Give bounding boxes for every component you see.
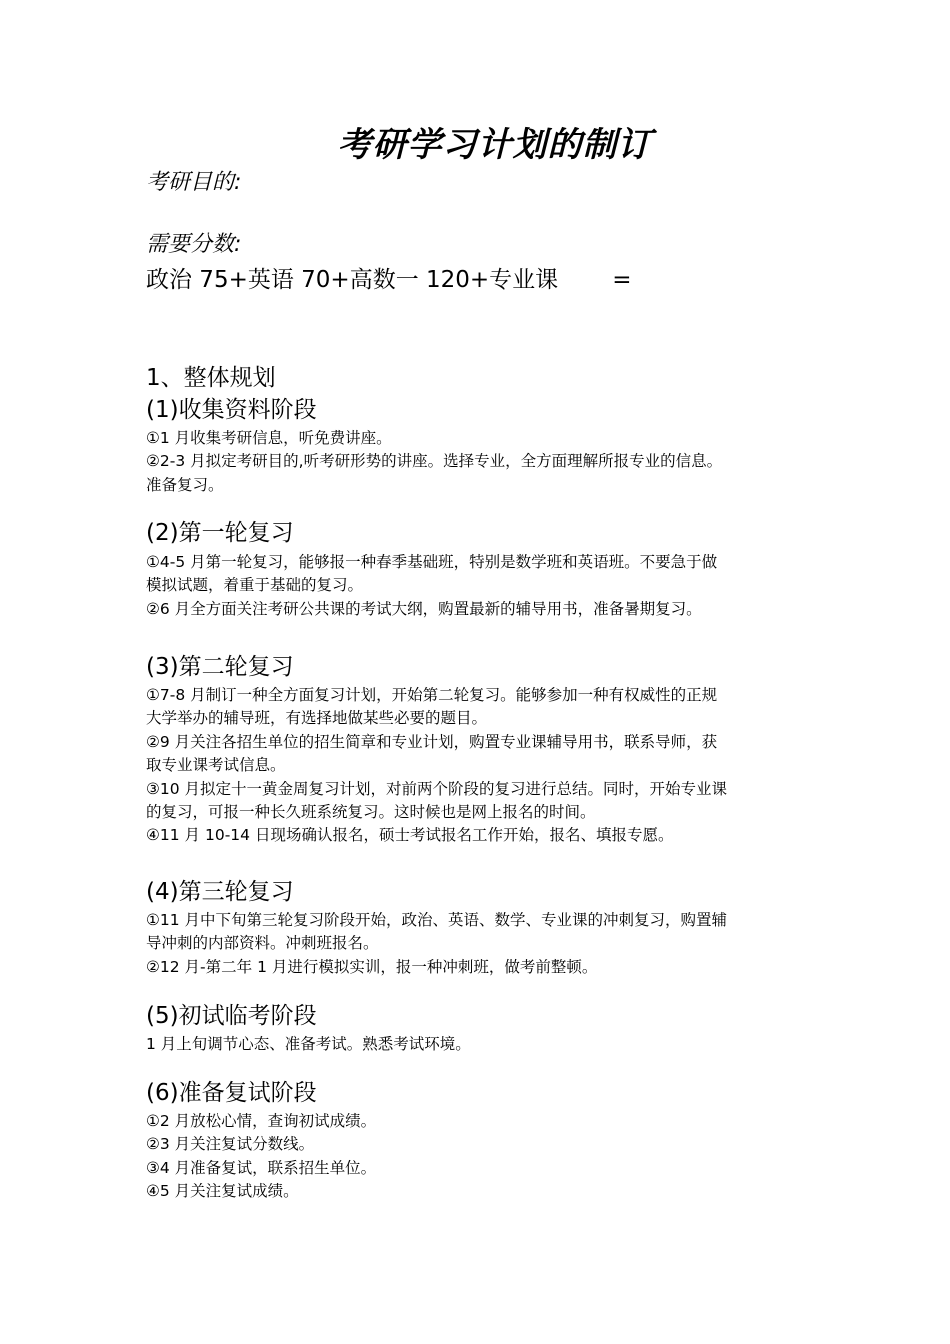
- section-body: [146, 909, 811, 979]
- section-line: ①1 月收集考研信息，听免费讲座。: [146, 429, 392, 447]
- section-line: ②2-3 月拟定考研目的,听考研形势的讲座。选择专业，全方面理解所报专业的信息。: [146, 452, 723, 471]
- section-line: 准备复习。: [146, 475, 224, 494]
- section-line: ④5 月关注复试成绩。: [146, 1182, 299, 1201]
- section-heading: (2)第一轮复习: [146, 520, 294, 546]
- section-heading: (5)初试临考阶段: [146, 1003, 317, 1029]
- section-line: ③10 月拟定十一黄金周复习计划，对前两个阶段的复习进行总结。同时，开始专业课: [146, 779, 728, 798]
- section-line: ④11 月 10-14 日现场确认报名，硕士考试报名工作开始，报名、填报专愿。: [146, 826, 674, 845]
- section-line: 模拟试题，着重于基础的复习。: [146, 576, 364, 595]
- section-heading: (1)收集资料阶段: [146, 397, 317, 423]
- score-breakdown: 政治 75+英语 70+高数一 120+专业课: [146, 267, 559, 293]
- section-body: [146, 684, 811, 848]
- purpose-label: 考研目的:: [146, 170, 242, 195]
- section-line: ②9 月关注各招生单位的招生简章和专业计划，购置专业课辅导用书，联系导师，获: [146, 732, 718, 751]
- score-line: [146, 264, 631, 296]
- section-line: ②3 月关注复试分数线。: [146, 1135, 315, 1154]
- section-heading: (6)准备复试阶段: [146, 1080, 317, 1106]
- section-line: ②12 月-第二年 1 月进行模拟实训，报一种冲刺班，做考前整顿。: [146, 957, 598, 976]
- page-title: 考研学习计划的制订: [337, 125, 653, 165]
- section-body: [146, 1110, 811, 1204]
- section-line: 导冲刺的内部资料。冲刺班报名。: [146, 934, 379, 953]
- section-body: [146, 427, 811, 497]
- section-line: ①4-5 月第一轮复习，能够报一种春季基础班，特别是数学班和英语班。不要急于做: [146, 553, 718, 571]
- section-heading: (4)第三轮复习: [146, 879, 294, 905]
- section-line: ①7-8 月制订一种全方面复习计划，开始第二轮复习。能够参加一种有权威性的正规: [146, 686, 718, 704]
- section-line: ②6 月全方面关注考研公共课的考试大纲，购置最新的辅导用书，准备暑期复习。: [146, 599, 702, 618]
- section-line: 取专业课考试信息。: [146, 756, 286, 775]
- section-line: 的复习，可报一种长久班系统复习。这时候也是网上报名的时间。: [146, 803, 596, 822]
- score-label: 需要分数:: [146, 232, 242, 257]
- section-line: 大学举办的辅导班，有选择地做某些必要的题目。: [146, 709, 488, 728]
- section-body: [146, 551, 811, 621]
- section-body: [146, 1033, 811, 1056]
- section-line: 1 月上旬调节心态、准备考试。熟悉考试环境。: [146, 1035, 471, 1053]
- section-heading: (3)第二轮复习: [146, 654, 294, 680]
- section-line: ③4 月准备复试，联系招生单位。: [146, 1158, 377, 1177]
- score-equals: =: [612, 267, 632, 293]
- overall-heading: 1、整体规划: [146, 365, 276, 391]
- section-line: ①11 月中下旬第三轮复习阶段开始，政治、英语、数学、专业课的冲刺复习，购置辅: [146, 911, 728, 929]
- section-line: ①2 月放松心情，查询初试成绩。: [146, 1112, 377, 1130]
